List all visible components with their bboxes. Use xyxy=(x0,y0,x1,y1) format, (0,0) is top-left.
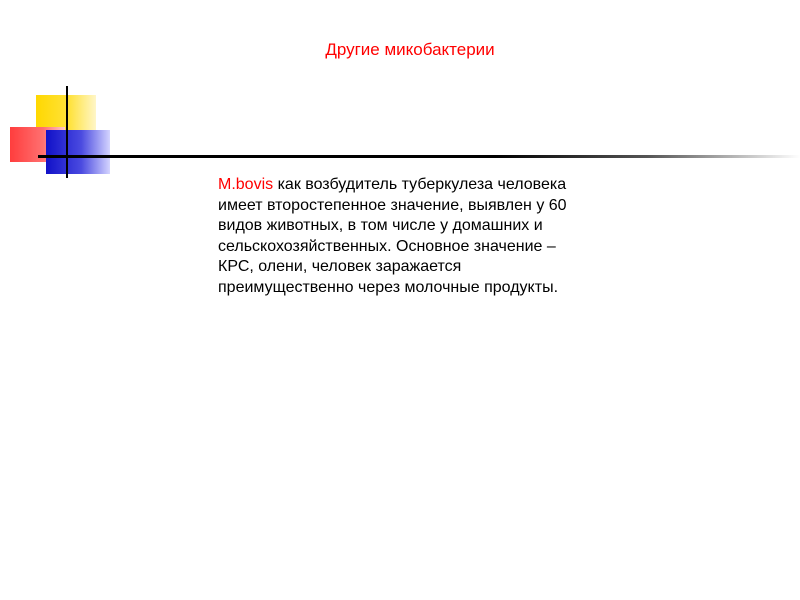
slide-title: Другие микобактерии xyxy=(325,40,495,59)
decor-blue-square xyxy=(46,130,110,174)
highlight-term: M.bovis xyxy=(218,176,274,193)
decor-horizontal-line xyxy=(38,155,800,158)
decor-vertical-line xyxy=(66,86,68,178)
slide-body-text xyxy=(218,175,578,298)
body-text-content: как возбудитель туберкулеза человека имеет второстепенное значение, выявлен у 60 видов животных, в том числе у домашних и сельскохозяйственных. Основное значение – КРС, олени, человек заражается преимущественно через молочные продукты. xyxy=(218,176,567,296)
